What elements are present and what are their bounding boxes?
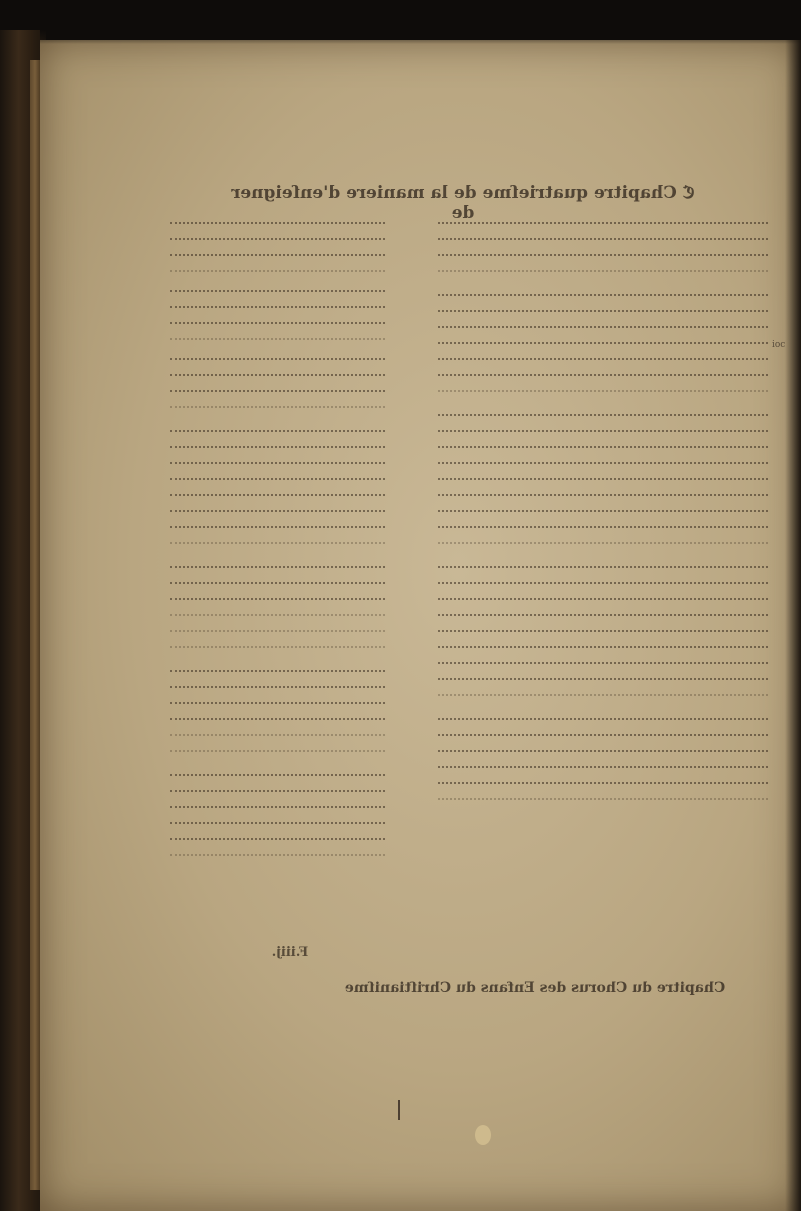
page-top-shadow bbox=[40, 30, 801, 44]
pencil-mark bbox=[398, 1100, 404, 1120]
running-head: ℭ Chapitre quatrieſme de la maniere d'enſeigner de bbox=[231, 183, 695, 223]
margin-annotation: ioc bbox=[772, 340, 786, 350]
catchword-line: Chapitre du Chorus des Enfans du Chriſtianiſme bbox=[344, 980, 726, 996]
right-edge-shadow bbox=[785, 40, 801, 1211]
left-text-column bbox=[170, 222, 385, 870]
signature-mark: F.iiij. bbox=[271, 945, 309, 960]
binding-edge bbox=[30, 60, 40, 1190]
paper-stain bbox=[475, 1125, 491, 1145]
right-text-column bbox=[438, 222, 768, 814]
